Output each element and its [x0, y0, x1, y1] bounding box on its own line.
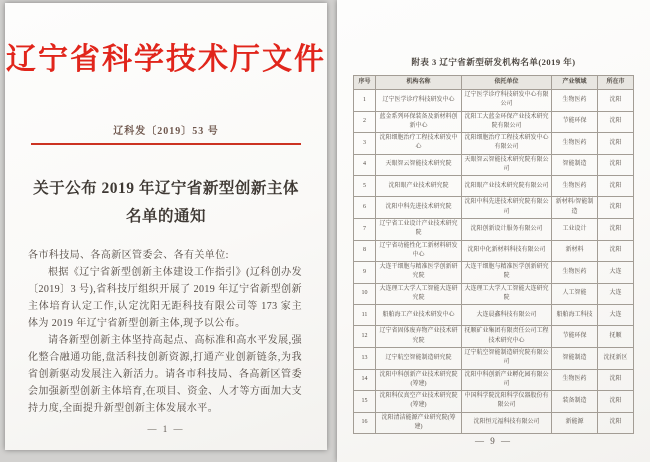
table-row [354, 412, 634, 434]
table-cell: 大连 [598, 283, 634, 305]
table-cell: 辽宁航空智能制造研究院有限公司 [462, 347, 552, 369]
table-cell: 天眼智云智能技术研究院 [376, 154, 462, 176]
table-cell: 生物医药 [552, 90, 598, 112]
orgs-table-body [354, 90, 634, 434]
col-header-city: 所在市 [598, 76, 634, 90]
table-row [354, 197, 634, 219]
table-cell: 13 [354, 347, 376, 369]
appendix-table-title: 附表 3 辽宁省新型研发机构名单(2019 年) [411, 57, 576, 67]
table-cell: 1 [354, 90, 376, 112]
table-cell: 辽宁省功能性化工新材料研发中心 [376, 240, 462, 262]
col-header-org: 机构名称 [376, 76, 462, 90]
table-cell: 沈阳 [598, 154, 634, 176]
table-cell: 生物医药 [552, 133, 598, 155]
table-cell: 中国科学院沈阳科学仪器股份有限公司 [462, 391, 552, 413]
table-cell: 天眼智云智能技术研究院有限公司 [462, 154, 552, 176]
table-cell: 大连 [598, 262, 634, 284]
table-cell: 蓝金系列环保装备及新材料创新中心 [376, 111, 462, 133]
table-cell: 沈阳 [598, 197, 634, 219]
table-cell: 人工智能 [552, 283, 598, 305]
table-cell: 新材料 [552, 240, 598, 262]
col-header-sponsor: 依托单位 [462, 76, 552, 90]
table-cell: 大连干细胞与精准医学创新研究院 [376, 262, 462, 284]
table-row [354, 90, 634, 112]
table-cell: 沈阳眼产业技术研究院有限公司 [462, 176, 552, 197]
table-cell: 6 [354, 197, 376, 219]
table-cell: 沈阳 [598, 391, 634, 413]
table-cell: 生物医药 [552, 369, 598, 391]
table-cell: 沈阳创新设计服务有限公司 [462, 218, 552, 240]
table-cell: 沈阳中科先进技术研究院 [376, 197, 462, 219]
table-row [354, 218, 634, 240]
table-cell: 沈阳 [598, 90, 634, 112]
table-cell: 船舶海工科技 [552, 305, 598, 326]
table-cell: 智能制造 [552, 154, 598, 176]
col-header-seq: 序号 [354, 76, 376, 90]
table-cell: 沈阳细胞治疗工程技术研发中心有限公司 [462, 133, 552, 155]
table-cell: 装备制造 [552, 391, 598, 413]
table-cell: 16 [354, 412, 376, 434]
table-cell: 10 [354, 283, 376, 305]
table-cell: 11 [354, 305, 376, 326]
table-row [354, 283, 634, 305]
table-cell: 辽宁医学诊疗科技研发中心有限公司 [462, 90, 552, 112]
table-cell: 3 [354, 133, 376, 155]
table-cell: 沈阳 [598, 240, 634, 262]
table-cell: 7 [354, 218, 376, 240]
table-cell: 沈阳科仪真空产业技术研究院(筹建) [376, 391, 462, 413]
table-cell: 沈阳 [598, 218, 634, 240]
document-body [28, 247, 302, 417]
table-cell: 沈阳 [598, 176, 634, 197]
document-title [5, 175, 327, 231]
table-row [354, 111, 634, 133]
table-row [354, 391, 634, 413]
table-cell: 8 [354, 240, 376, 262]
table-cell: 沈阳中科创新产业孵化园有限公司 [462, 369, 552, 391]
document-title-line2: 名单的通知 [125, 207, 206, 225]
table-row [354, 326, 634, 348]
table-cell: 新能源 [552, 412, 598, 434]
header-row [354, 76, 634, 90]
table-cell: 沈阳清洁能源产业研究院(筹建) [376, 412, 462, 434]
table-cell: 节能环保 [552, 326, 598, 348]
table-cell: 14 [354, 369, 376, 391]
table-cell: 沈阳 [598, 133, 634, 155]
table-row [354, 133, 634, 155]
table-cell: 沈阳细胞治疗工程技术研发中心 [376, 133, 462, 155]
letterhead-title: 辽宁省科学技术厅文件 [6, 43, 326, 76]
table-cell: 沈阳 [598, 369, 634, 391]
paragraph-1: 根据《辽宁省新型创新主体建设工作指引》(辽科创办发〔2019〕3 号),省科技厅组织开展了 2019 年辽宁省新型创新主体培育认定工作,认定沈阳无距科技有限公司等 173 家主体为 2019 年辽宁省新型创新主体,现予以公布。 [28, 266, 302, 329]
table-row [354, 262, 634, 284]
table-cell: 沈阳中科创新产业技术研究院(筹建) [376, 369, 462, 391]
table-cell: 沈阳眼产业技术研究院 [376, 176, 462, 197]
table-cell: 节能环保 [552, 111, 598, 133]
table-cell: 5 [354, 176, 376, 197]
table-cell: 辽宁省固体废弃物产业技术研究院 [376, 326, 462, 348]
table-cell: 沈阳 [598, 111, 634, 133]
document-title-line1: 关于公布 2019 年辽宁省新型创新主体 [33, 180, 299, 197]
table-cell: 生物医药 [552, 176, 598, 197]
table-cell: 智能制造 [552, 347, 598, 369]
table-cell: 沈阳 [598, 412, 634, 434]
doc-number: 辽科发〔2019〕53 号 [113, 126, 219, 137]
table-cell: 12 [354, 326, 376, 348]
page-number-left: — 1 — [147, 424, 185, 434]
table-cell: 沈阳工大蓝金环保产业技术研究院有限公司 [462, 111, 552, 133]
table-cell: 沈阳恒元福科技有限公司 [462, 412, 552, 434]
table-row [354, 154, 634, 176]
table-cell: 辽宁航空智能制造研究院 [376, 347, 462, 369]
table-row [354, 305, 634, 326]
table-cell: 大连理工大学人工智能大连研究院 [376, 283, 462, 305]
table-cell: 大连理工大学人工智能大连研究院 [462, 283, 552, 305]
orgs-table-head [354, 76, 634, 90]
table-row [354, 240, 634, 262]
table-cell: 船舶海工产业技术研发中心 [376, 305, 462, 326]
document-page-right [337, 0, 650, 462]
page-number-right: — 9 — [475, 436, 512, 446]
table-cell: 辽宁医学诊疗科技研发中心 [376, 90, 462, 112]
table-row [354, 176, 634, 197]
table-cell: 15 [354, 391, 376, 413]
table-row [354, 369, 634, 391]
table-cell: 抚顺矿业集团有限责任公司工程技术研究中心 [462, 326, 552, 348]
table-cell: 工业设计 [552, 218, 598, 240]
red-divider-line [31, 143, 301, 145]
table-cell: 2 [354, 111, 376, 133]
table-cell: 沈抚新区 [598, 347, 634, 369]
table-cell: 大连干细胞与精准医学创新研究院 [462, 262, 552, 284]
table-cell: 大连 [598, 305, 634, 326]
table-cell: 新材料/智能制造 [552, 197, 598, 219]
table-row [354, 347, 634, 369]
table-cell: 生物医药 [552, 262, 598, 284]
table-cell: 沈阳中化新材料科技有限公司 [462, 240, 552, 262]
table-cell: 大连晨鑫科技有限公司 [462, 305, 552, 326]
table-cell: 沈阳中科先进技术研究院有限公司 [462, 197, 552, 219]
salutation: 各市科技局、各高新区管委会、各有关单位: [28, 249, 229, 261]
document-page-left [5, 3, 327, 450]
paragraph-2: 请各新型创新主体坚持高起点、高标准和高水平发展,强化整合融通功能,盘活科技创新资源,打通产业创新链条,为我省创新驱动发展注入新活力。请各市科技局、各高新区管委会加强新型创新主体培育,在项目、资金、人才等方面加大支持力度,全面提升新型创新主体发展水平。 [28, 334, 302, 414]
table-cell: 辽宁省工业设计产业技术研究院 [376, 218, 462, 240]
table-cell: 4 [354, 154, 376, 176]
table-cell: 抚顺 [598, 326, 634, 348]
col-header-industry: 产业领域 [552, 76, 598, 90]
table-cell: 9 [354, 262, 376, 284]
orgs-table [353, 75, 634, 434]
